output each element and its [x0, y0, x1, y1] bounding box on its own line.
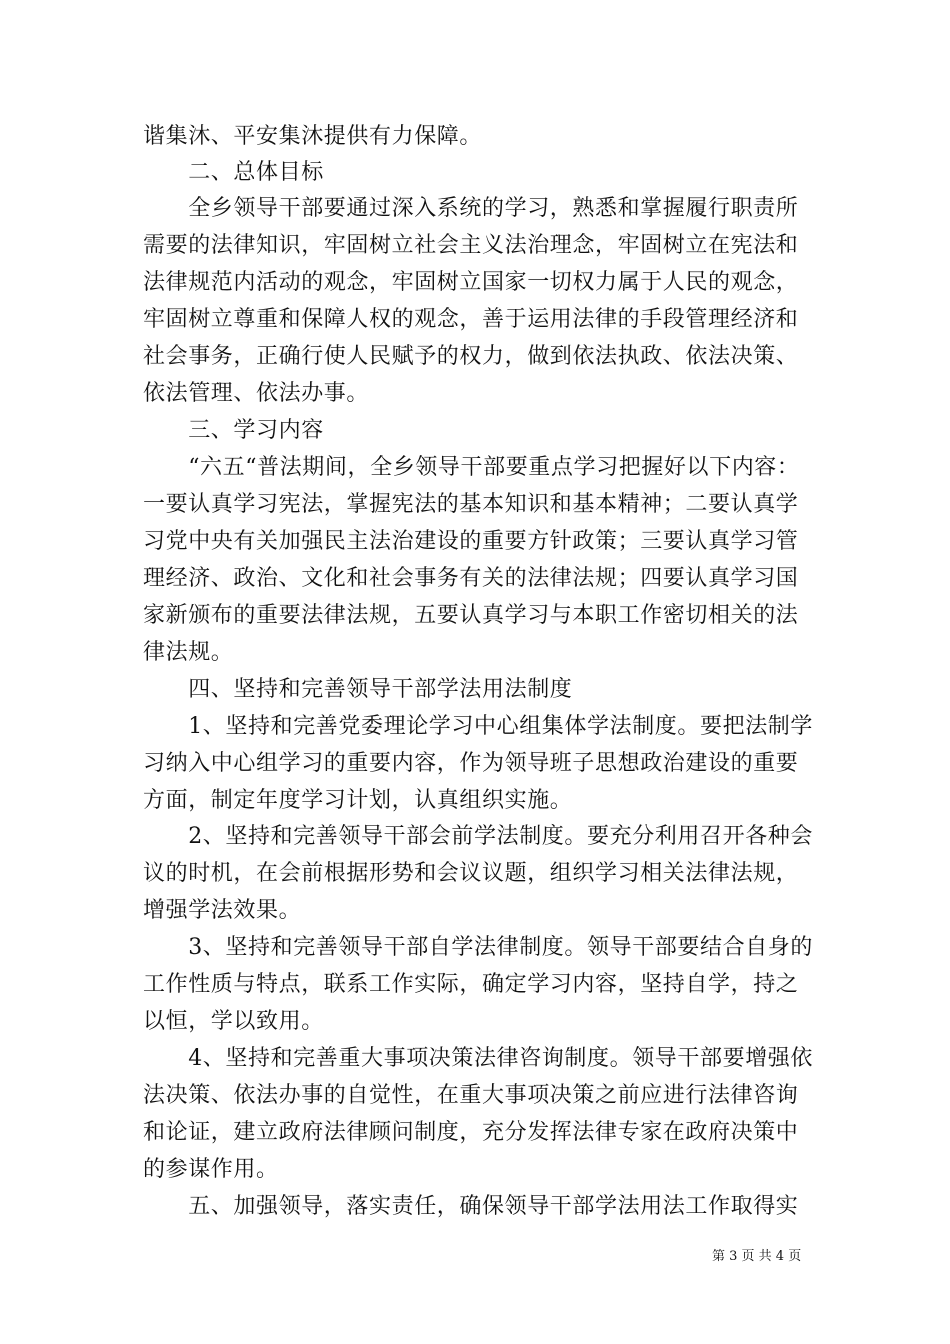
- text-line-22: 增强学法效果。: [143, 898, 302, 923]
- section-heading-goals: 二、总体目标: [143, 160, 324, 185]
- text-line-7: 社会事务，正确行使人民赋予的权力，做到依法执政、依法决策、: [143, 344, 799, 369]
- text-line-5: 法律规范内活动的观念，牢固树立国家一切权力属于人民的观念，: [143, 270, 799, 295]
- text-line-23: 3、坚持和完善领导干部自学法律制度。领导干部要结合自身的: [143, 935, 813, 960]
- text-line-17: 1、坚持和完善党委理论学习中心组集体学法制度。要把法制学: [143, 714, 813, 739]
- text-line-21: 议的时机，在会前根据形势和会议议题，组织学习相关法律法规，: [143, 861, 799, 886]
- text-line-24: 工作性质与特点，联系工作实际，确定学习内容，坚持自学，持之: [143, 972, 799, 997]
- text-line-8: 依法管理、依法办事。: [143, 381, 370, 406]
- text-line-25: 以恒，学以致用。: [143, 1009, 324, 1034]
- page-number-footer: 第 3 页 共 4 页: [712, 1249, 802, 1264]
- text-line-19: 方面，制定年度学习计划，认真组织实施。: [143, 788, 573, 813]
- text-line-1: 谐集沐、平安集沐提供有力保障。: [143, 124, 483, 149]
- text-line-6: 牢固树立尊重和保障人权的观念，善于运用法律的手段管理经济和: [143, 307, 799, 332]
- text-line-12: 习党中央有关加强民主法治建设的重要方针政策；三要认真学习管: [143, 529, 799, 554]
- text-line-4: 需要的法律知识，牢固树立社会主义法治理念，牢固树立在宪法和: [143, 233, 799, 258]
- text-line-11: 一要认真学习宪法，掌握宪法的基本知识和基本精神；二要认真学: [143, 492, 799, 517]
- section-heading-leadership: 五、加强领导，落实责任，确保领导干部学法用法工作取得实: [143, 1194, 799, 1219]
- text-line-29: 的参谋作用。: [143, 1157, 279, 1182]
- text-line-14: 家新颁布的重要法律法规，五要认真学习与本职工作密切相关的法: [143, 603, 799, 628]
- text-line-18: 习纳入中心组学习的重要内容，作为领导班子思想政治建设的重要: [143, 751, 799, 776]
- text-line-27: 法决策、依法办事的自觉性，在重大事项决策之前应进行法律咨询: [143, 1083, 799, 1108]
- section-heading-system: 四、坚持和完善领导干部学法用法制度: [143, 677, 573, 702]
- text-line-10: “六五“普法期间，全乡领导干部要重点学习把握好以下内容：: [143, 455, 800, 480]
- text-line-20: 2、坚持和完善领导干部会前学法制度。要充分利用召开各种会: [143, 824, 813, 849]
- text-line-28: 和论证，建立政府法律顾问制度，充分发挥法律专家在政府决策中: [143, 1120, 799, 1145]
- text-line-3: 全乡领导干部要通过深入系统的学习，熟悉和掌握履行职责所: [143, 196, 799, 221]
- text-line-15: 律法规。: [143, 640, 234, 665]
- text-line-26: 4、坚持和完善重大事项决策法律咨询制度。领导干部要增强依: [143, 1046, 813, 1071]
- section-heading-content: 三、学习内容: [143, 418, 324, 443]
- text-line-13: 理经济、政治、文化和社会事务有关的法律法规；四要认真学习国: [143, 566, 799, 591]
